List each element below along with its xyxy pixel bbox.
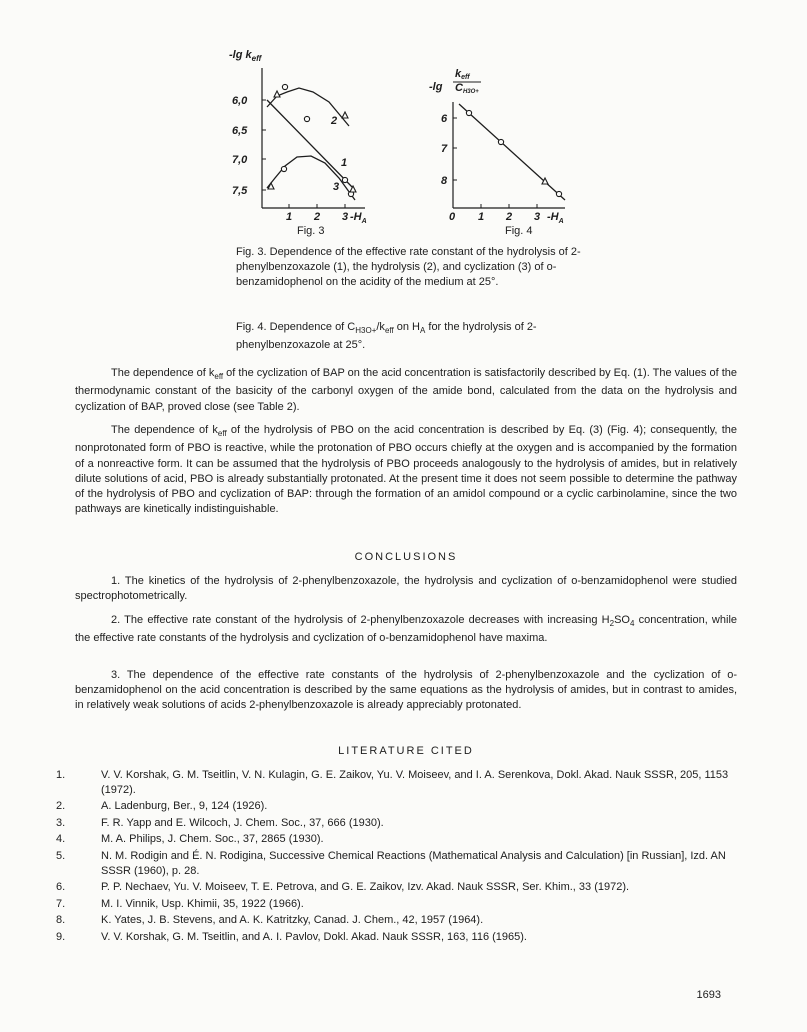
fig3-y-tick: 7,0 xyxy=(232,154,248,166)
fig3-point-triangle xyxy=(274,91,280,97)
body-paragraph-1: The dependence of $k_{eff}$ of the cyclization of BAP on the acid concentration is satisfactorily described by Eq. (1). The values of the thermodynamic constant of the basicity of the carbonyl oxygen of the amide bond, calculated from the data on the hydrolysis and cyclization of BAP, proved close (see Table 2). xyxy=(75,367,738,413)
reference-item: 3. F. R. Yapp and E. Wilcoch, J. Chem. Soc., 37, 666 (1930). xyxy=(56,816,384,829)
fig4-y-tick: 8 xyxy=(441,175,448,187)
fig3-x-tick: 1 xyxy=(286,211,293,223)
fig4-curve xyxy=(459,104,565,200)
reference-item: 5. N. M. Rodigin and É. N. Rodigina, Successive Chemical Reactions (Mathematical Analysis and Calculation) [in Russian], Izd. AN SSSR (1960), p. 28. xyxy=(56,849,726,877)
reference-item: 1. V. V. Korshak, G. M. Tseitlin, V. N. Kulagin, G. E. Zaikov, Yu. V. Moiseev, and I. A. Serenkova, Dokl. Akad. Nauk SSSR, 205, 1153 (1972). xyxy=(56,769,729,796)
fig4-x-tick: 1 xyxy=(478,211,485,223)
fig3-x-axis-label: $-H_A$ xyxy=(350,211,367,225)
fig3-point xyxy=(304,116,309,121)
fig3-y-tick: 6,5 xyxy=(232,125,248,137)
fig4-x-tick: 0 xyxy=(449,211,456,223)
fig3-point xyxy=(281,166,286,171)
fig4-caption-label: Fig. 4 xyxy=(505,225,533,237)
fig4-y-axis-num: keff xyxy=(455,68,470,81)
conclusions-heading: CONCLUSIONS xyxy=(354,551,458,563)
conclusion-1: 1. The kinetics of the hydrolysis of 2-phenylbenzoxazole, the hydrolysis and cyclization of o-benzamidophenol were studied spectrophotometrically. xyxy=(75,575,737,603)
fig3-caption-label: Fig. 3 xyxy=(297,225,325,237)
fig4-y-tick: 6 xyxy=(441,113,448,125)
fig4-point xyxy=(498,139,503,144)
reference-list xyxy=(56,768,746,947)
fig4-y-axis-den: CH3O+ xyxy=(455,82,479,95)
fig3-x-tick: 3 xyxy=(342,211,349,223)
fig3-curve-label: 2 xyxy=(331,115,338,127)
fig3-y-tick: 6,0 xyxy=(232,95,248,107)
literature-heading: LITERATURE CITED xyxy=(338,745,474,757)
page-number: 1693 xyxy=(696,989,721,1001)
fig3-point-triangle xyxy=(350,186,356,192)
fig4-point xyxy=(466,110,471,115)
fig3-curve-label: 1 xyxy=(341,157,348,169)
conclusion-2: 2. The effective rate constant of the hydrolysis of 2-phenylbenzoxazole decreases with increasing $H_2SO_4$ concentration, while the effective rate constants of the hydrolysis and cyclization of o-benzamidophenol have maxima. xyxy=(75,614,738,645)
fig4-y-tick: 7 xyxy=(441,143,448,155)
reference-item: 6. P. P. Nechaev, Yu. V. Moiseev, T. E. Petrova, and G. E. Zaikov, Izv. Akad. Nauk SSSR, Ser. Khim., 33 (1972). xyxy=(56,881,630,894)
fig4-x-tick: 2 xyxy=(506,211,513,223)
fig3-curve-label: 3 xyxy=(333,181,340,193)
fig3-y-axis-label: -lg $k_{eff}$ xyxy=(229,49,262,63)
fig3-caption: Fig. 3. Dependence of the effective rate constant of the hydrolysis of 2-phenylbenzoxazole (1), the hydrolysis (2), and cyclization (3) of o-benzamidophenol on the acidity of the medium at 25°. xyxy=(236,246,581,288)
reference-item: 2. A. Ladenburg, Ber., 9, 124 (1926). xyxy=(56,800,268,813)
fig3-curve-1 xyxy=(267,100,355,190)
conclusion-3: 3. The dependence of the effective rate constants of the hydrolysis of 2-phenylbenzoxazole and the cyclization of o-benzamidophenol on the acid concentration is described by the same equations as the hydrolysis of amides, but in contrast to amides, in relatively weak solutions of acids 2-phenylbenzoxazole is already appreciably protonated. xyxy=(75,669,737,712)
figure-4 xyxy=(425,40,590,240)
figure-3 xyxy=(225,40,385,240)
fig3-point-triangle xyxy=(268,183,274,189)
reference-item: 9. V. V. Korshak, G. M. Tseitlin, and A. I. Pavlov, Dokl. Akad. Nauk SSSR, 163, 116 (1965). xyxy=(56,930,527,943)
fig3-point xyxy=(282,84,287,89)
fig3-point-triangle xyxy=(342,112,348,118)
fig3-point xyxy=(342,177,347,182)
fig4-x-tick: 3 xyxy=(534,211,541,223)
reference-item: 4. M. A. Philips, J. Chem. Soc., 37, 2865 (1930). xyxy=(56,833,324,846)
fig4-caption: Fig. 4. Dependence of $C_{H3O+}/k_{eff}$ on $H_A$ for the hydrolysis of 2-phenylbenzoxazole at 25°. xyxy=(236,321,537,352)
fig4-point xyxy=(556,191,561,196)
body-paragraph-2: The dependence of $k_{eff}$ of the hydrolysis of PBO on the acid concentration is described by Eq. (3) (Fig. 4); consequently, the nonprotonated form of PBO is reactive, while the protonation of PBO occurs chiefly at the oxygen and is accompanied by the formation of a nonreactive form. It can be assumed that the hydrolysis of PBO proceeds analogously to the hydrolysis of amides, but in relatively dilute solutions of acid, PBO is already substantially protonated. At the present time it does not seem possible to determine the pathway of the hydrolysis of PBO and cyclization of BAP: through the formation of an amidol compound or a cyclic carbinolamine, since the two pathways are kinetically indistinguishable. xyxy=(75,424,737,516)
fig3-x-tick: 2 xyxy=(314,211,321,223)
reference-item: 8. K. Yates, J. B. Stevens, and A. K. Katritzky, Canad. J. Chem., 42, 1957 (1964). xyxy=(56,914,484,927)
fig4-y-axis-label: -lg xyxy=(429,81,443,93)
reference-item: 7. M. I. Vinnik, Usp. Khimii, 35, 1922 (1966). xyxy=(56,897,304,910)
fig4-x-axis-label: $-H_A$ xyxy=(547,211,564,225)
fig3-y-tick: 7,5 xyxy=(232,185,248,197)
fig4-point-triangle xyxy=(542,178,548,184)
